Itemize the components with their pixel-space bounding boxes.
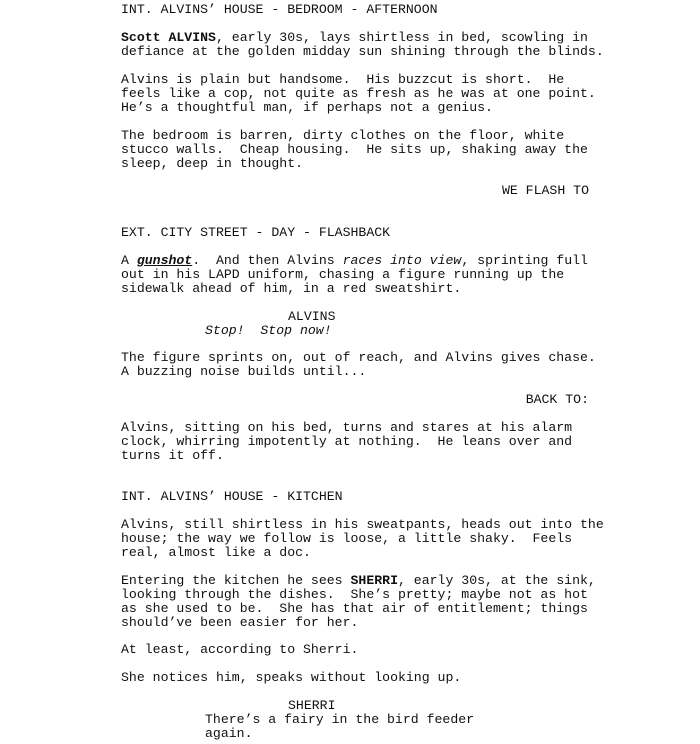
action-line: sleep, deep in thought. <box>121 156 304 171</box>
action-line: A buzzing noise builds until... <box>121 364 367 379</box>
action-line: should’ve been easier for her. <box>121 615 359 630</box>
action-line: house; the way we follow is loose, a little shaky. Feels <box>121 531 573 546</box>
scene-heading-kitchen: INT. ALVINS’ HOUSE - KITCHEN <box>121 489 343 504</box>
dialogue-line: Stop! Stop now! <box>205 323 332 338</box>
scene-heading-city-street: EXT. CITY STREET - DAY - FLASHBACK <box>121 225 391 240</box>
action-line: out in his LAPD uniform, chasing a figure running up the <box>121 267 565 282</box>
action-text: . And then Alvins <box>192 253 343 268</box>
action-line: looking through the dishes. She’s pretty; maybe not as hot <box>121 587 588 602</box>
action-line: as she used to be. She has that air of entitlement; things <box>121 601 588 616</box>
action-line: turns it off. <box>121 448 224 463</box>
dialogue-line: again. <box>205 726 253 741</box>
action-line: Alvins is plain but handsome. His buzzcut is short. He <box>121 72 565 87</box>
action-line: At least, according to Sherri. <box>121 642 359 657</box>
action-line: Alvins, sitting on his bed, turns and stares at his alarm <box>121 420 573 435</box>
character-cue-alvins: ALVINS <box>288 309 336 324</box>
action-text: , sprinting full <box>461 253 588 268</box>
character-intro-sherri: SHERRI <box>350 573 398 588</box>
action-text: A <box>121 253 137 268</box>
character-cue-sherri: SHERRI <box>288 698 336 713</box>
action-line: The figure sprints on, out of reach, and Alvins gives chase. <box>121 350 596 365</box>
action-line: sidewalk ahead of him, in a red sweatshirt. <box>121 281 462 296</box>
action-line: Alvins, still shirtless in his sweatpants, heads out into the <box>121 517 604 532</box>
action-line: real, almost like a doc. <box>121 545 311 560</box>
emphasis-races-into-view: races into view <box>342 253 462 268</box>
action-text: , early 30s, at the sink, <box>397 573 596 588</box>
action-line: stucco walls. Cheap housing. He sits up, shaking away the <box>121 142 588 157</box>
action-line: defiance at the golden midday sun shining through the blinds. <box>121 44 604 59</box>
action-line: She notices him, speaks without looking up. <box>121 670 462 685</box>
action-text: Entering the kitchen he sees <box>121 573 351 588</box>
action-text: , early 30s, lays shirtless in bed, scowling in <box>215 30 588 45</box>
emphasis-gunshot: gunshot <box>136 253 193 268</box>
character-intro-alvins: Scott ALVINS <box>121 30 216 45</box>
transition-back-to: BACK TO: <box>525 392 589 407</box>
action-line <box>121 574 596 588</box>
action-line: clock, whirring impotently at nothing. He leans over and <box>121 434 573 449</box>
transition-we-flash-to: WE FLASH TO <box>501 183 589 198</box>
action-line <box>121 31 588 45</box>
action-line: feels like a cop, not quite as fresh as he was at one point. <box>121 86 596 101</box>
scene-heading-bedroom: INT. ALVINS’ HOUSE - BEDROOM - AFTERNOON <box>121 2 438 17</box>
dialogue-line: There’s a fairy in the bird feeder <box>205 712 475 727</box>
action-line <box>121 254 588 268</box>
action-line: He’s a thoughtful man, if perhaps not a genius. <box>121 100 493 115</box>
action-line: The bedroom is barren, dirty clothes on the floor, white <box>121 128 565 143</box>
